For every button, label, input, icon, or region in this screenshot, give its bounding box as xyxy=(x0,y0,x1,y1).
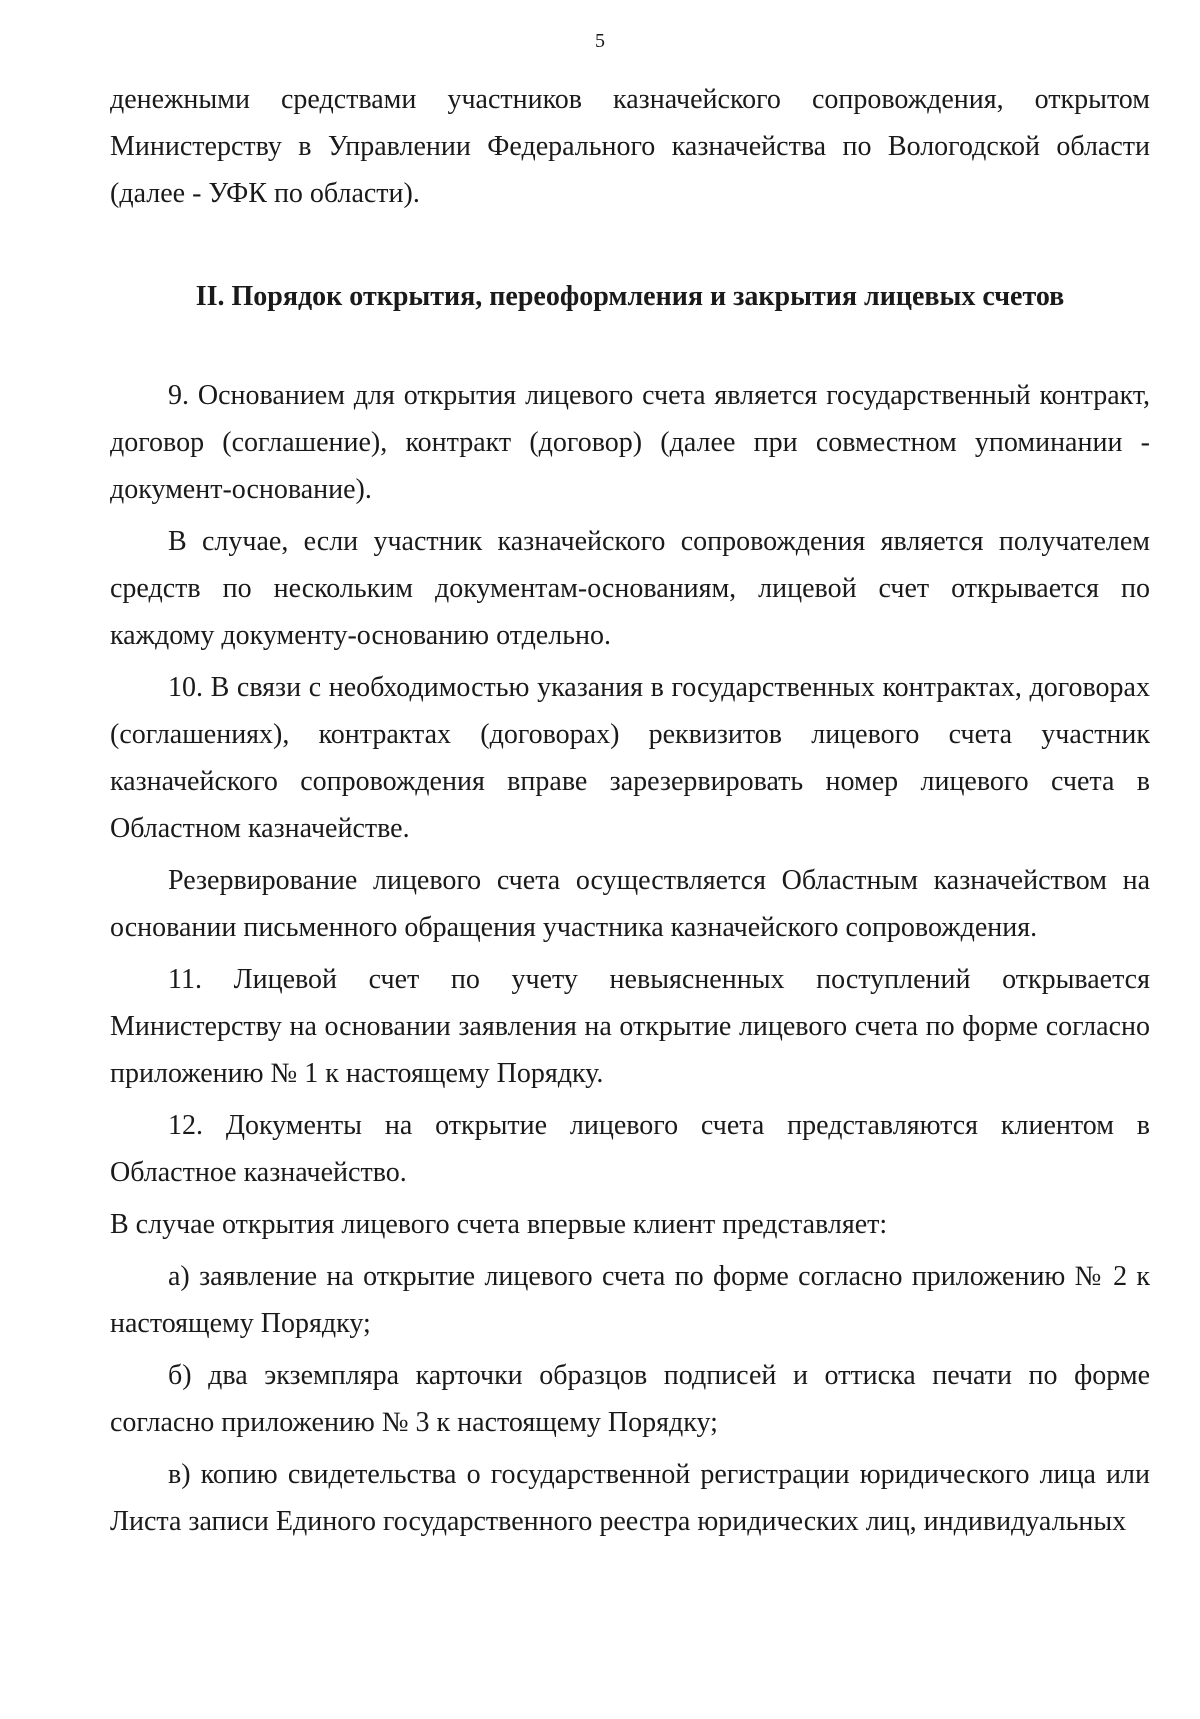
paragraph-9-continuation: В случае, если участник казначейского сопровождения является получателем средств по нескольким документам-основаниям, лицевой счет открывается по каждому документу-основанию отдельно. xyxy=(110,526,1150,651)
page-number: 5 xyxy=(595,30,605,52)
paragraph-12: 12. Документы на открытие лицевого счета представляются клиентом в Областное казначейство. xyxy=(110,1110,1150,1188)
list-item-b: б) два экземпляра карточки образцов подписей и оттиска печати по форме согласно приложению № 3 к настоящему Порядку; xyxy=(110,1360,1150,1438)
paragraph-9: 9. Основанием для открытия лицевого счета является государственный контракт, договор (соглашение), контракт (договор) (далее при совместном упоминании - документ-основание). xyxy=(110,380,1150,505)
paragraph-10: 10. В связи с необходимостью указания в государственных контрактах, договорах (соглашениях), контрактах (договорах) реквизитов лицевого счета участник казначейского сопровождения вправе зарезервировать номер лицевого счета в Областном казначействе. xyxy=(110,672,1150,844)
document-body xyxy=(110,76,1150,1545)
list-item-c: в) копию свидетельства о государственной регистрации юридического лица или Листа записи Единого государственного реестра юридических лиц, индивидуальных xyxy=(110,1459,1150,1537)
paragraph-11: 11. Лицевой счет по учету невыясненных поступлений открывается Министерству на основании заявления на открытие лицевого счета по форме согласно приложению № 1 к настоящему Порядку. xyxy=(110,964,1150,1089)
paragraph-12-continuation: В случае открытия лицевого счета впервые клиент представляет: xyxy=(110,1209,888,1240)
paragraph-intro: денежными средствами участников казначейского сопровождения, открытом Министерству в Управлении Федерального казначейства по Вологодской области (далее - УФК по области). xyxy=(110,84,1150,209)
list-item-a: а) заявление на открытие лицевого счета по форме согласно приложению № 2 к настоящему Порядку; xyxy=(110,1261,1150,1339)
section-heading: II. Порядок открытия, переоформления и закрытия лицевых счетов xyxy=(195,281,1065,312)
paragraph-10-continuation: Резервирование лицевого счета осуществляется Областным казначейством на основании письменного обращения участника казначейского сопровождения. xyxy=(110,865,1150,943)
